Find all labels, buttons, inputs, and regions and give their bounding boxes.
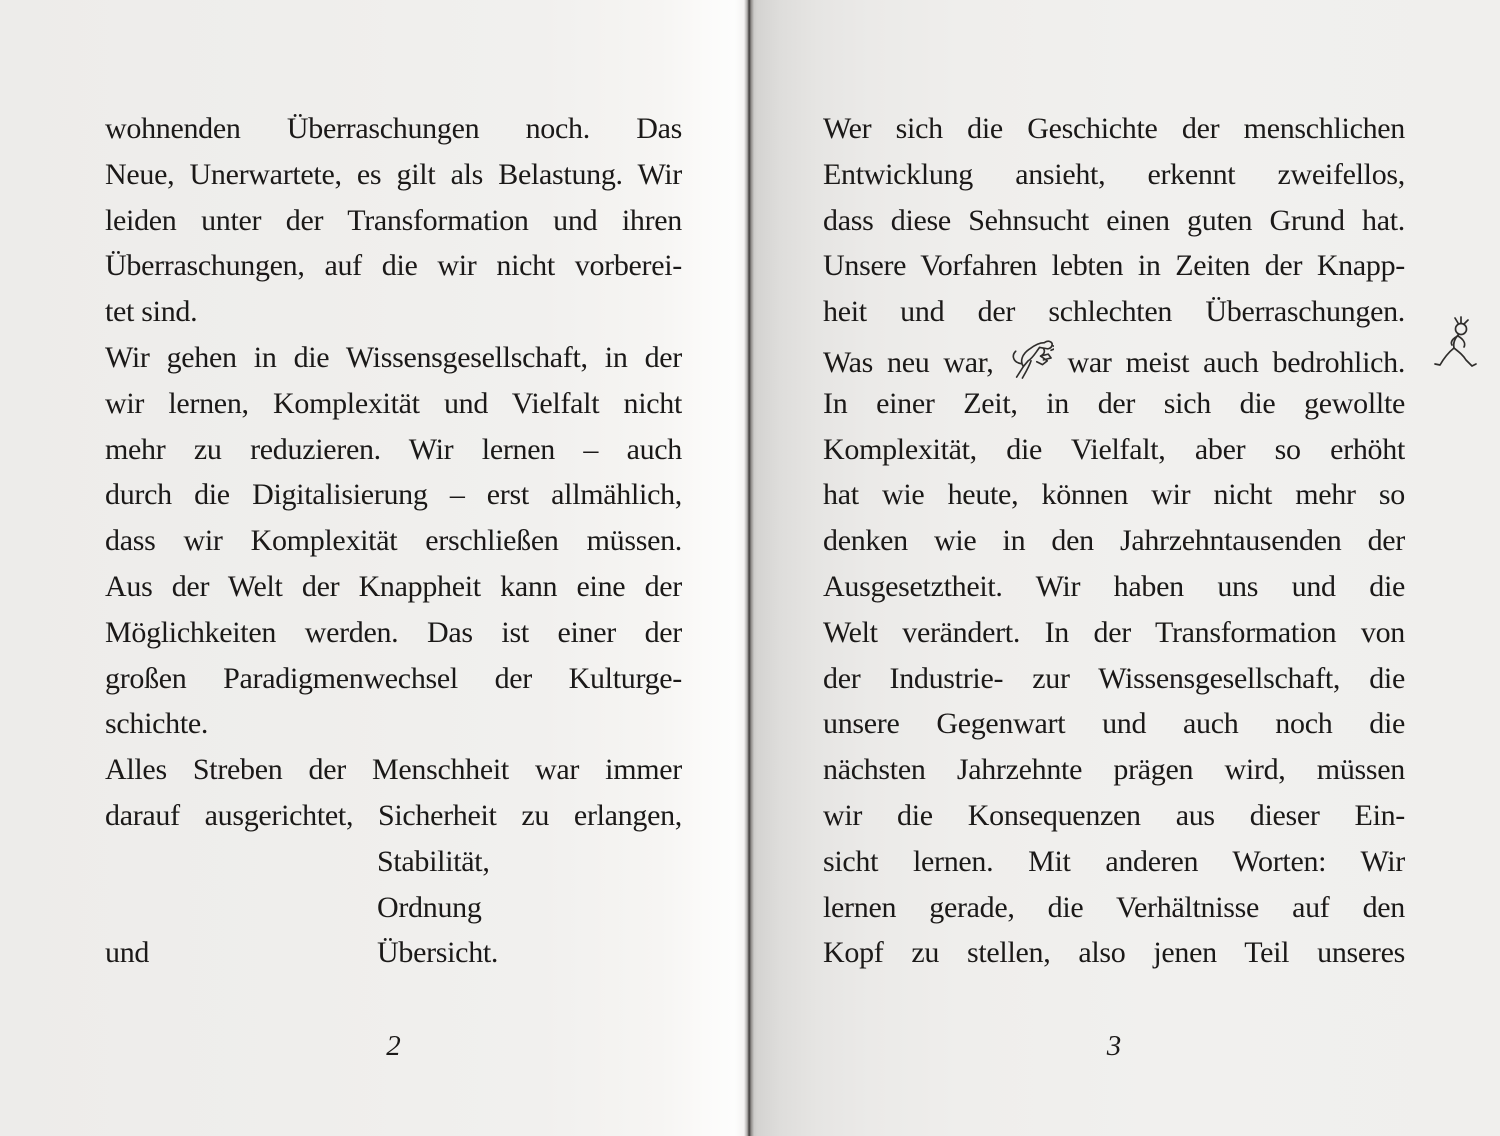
text-line: Alles Streben der Menschheit war immer bbox=[105, 753, 682, 787]
text-line: großen Paradigmenwechsel der Kulturge- bbox=[105, 661, 682, 695]
text-line: darauf ausgerichtet, Sicherheit zu erlangen, bbox=[105, 798, 682, 832]
text-line: nächsten Jahrzehnte prägen wird, müssen bbox=[823, 753, 1405, 787]
text-line: Wer sich die Geschichte der menschlichen bbox=[823, 112, 1405, 145]
text-line: Möglichkeiten werden. Das ist einer der bbox=[105, 615, 682, 649]
right-text-block bbox=[823, 106, 1405, 976]
text-line: denken wie in den Jahrzehntausenden der bbox=[823, 524, 1405, 558]
text-line: mehr zu reduzieren. Wir lernen – auch bbox=[105, 432, 682, 466]
text-line-split bbox=[105, 930, 682, 976]
icon-line-before: Was neu war, bbox=[823, 345, 994, 379]
icon-line-after: war meist auch bedrohlich. bbox=[1067, 345, 1405, 379]
text-line: leiden unter der Transformation und ihren bbox=[105, 203, 682, 237]
text-line: wohnenden Überraschungen noch. Das bbox=[105, 112, 682, 145]
text-line-indented: Ordnung bbox=[377, 890, 482, 924]
text-line: Entwicklung ansieht, erkennt zweifellos, bbox=[823, 157, 1405, 191]
text-line: wir lernen, Komplexität und Vielfalt nicht bbox=[105, 386, 682, 420]
text-line-with-icon bbox=[823, 335, 1405, 381]
text-line: Kopf zu stellen, also jenen Teil unseres bbox=[823, 936, 1405, 970]
text-line: hat wie heute, können wir nicht mehr so bbox=[823, 478, 1405, 512]
text-line: heit und der schlechten Überraschungen. bbox=[823, 295, 1405, 329]
text-line: Neue, Unerwartete, es gilt als Belastung. Wir bbox=[105, 157, 682, 191]
text-line: In einer Zeit, in der sich die gewollte bbox=[823, 386, 1405, 420]
text-line-indented: Stabilität, bbox=[377, 844, 490, 878]
word-und: und bbox=[105, 936, 150, 970]
text-line: durch die Digitalisierung – erst allmählich, bbox=[105, 478, 682, 512]
text-line: Überraschungen, auf die wir nicht vorberei- bbox=[105, 249, 682, 283]
leaping-lion-icon bbox=[1008, 335, 1054, 379]
text-line: sicht lernen. Mit anderen Worten: Wir bbox=[823, 844, 1405, 878]
text-line: Welt verändert. In der Transformation von bbox=[823, 615, 1405, 649]
running-man-icon bbox=[1432, 314, 1484, 376]
text-line: Komplexität, die Vielfalt, aber so erhöht bbox=[823, 432, 1405, 466]
book-fold-shadow bbox=[744, 0, 754, 1136]
left-text-block bbox=[105, 106, 682, 976]
page-right bbox=[750, 0, 1500, 1136]
text-line: dass wir Komplexität erschließen müssen. bbox=[105, 524, 682, 558]
word-uebersicht: Übersicht. bbox=[377, 936, 499, 970]
text-line: Ausgesetztheit. Wir haben uns und die bbox=[823, 569, 1405, 603]
text-line: Wir gehen in die Wissensgesellschaft, in der bbox=[105, 340, 682, 374]
text-line: lernen gerade, die Verhältnisse auf den bbox=[823, 890, 1405, 924]
text-line: dass diese Sehnsucht einen guten Grund hat. bbox=[823, 203, 1405, 237]
text-line: Unsere Vorfahren lebten in Zeiten der Knapp- bbox=[823, 249, 1405, 283]
text-line: unsere Gegenwart und auch noch die bbox=[823, 707, 1405, 741]
text-line: wir die Konsequenzen aus dieser Ein- bbox=[823, 798, 1405, 832]
text-line: tet sind. bbox=[105, 295, 198, 329]
flipbook-corner bbox=[1432, 314, 1484, 376]
text-line: der Industrie- zur Wissensgesellschaft, die bbox=[823, 661, 1405, 695]
page-number-left: 2 bbox=[386, 1030, 401, 1062]
page-number-right: 3 bbox=[1106, 1030, 1122, 1062]
text-line: Aus der Welt der Knappheit kann eine der bbox=[105, 569, 682, 603]
text-line: schichte. bbox=[105, 707, 209, 741]
